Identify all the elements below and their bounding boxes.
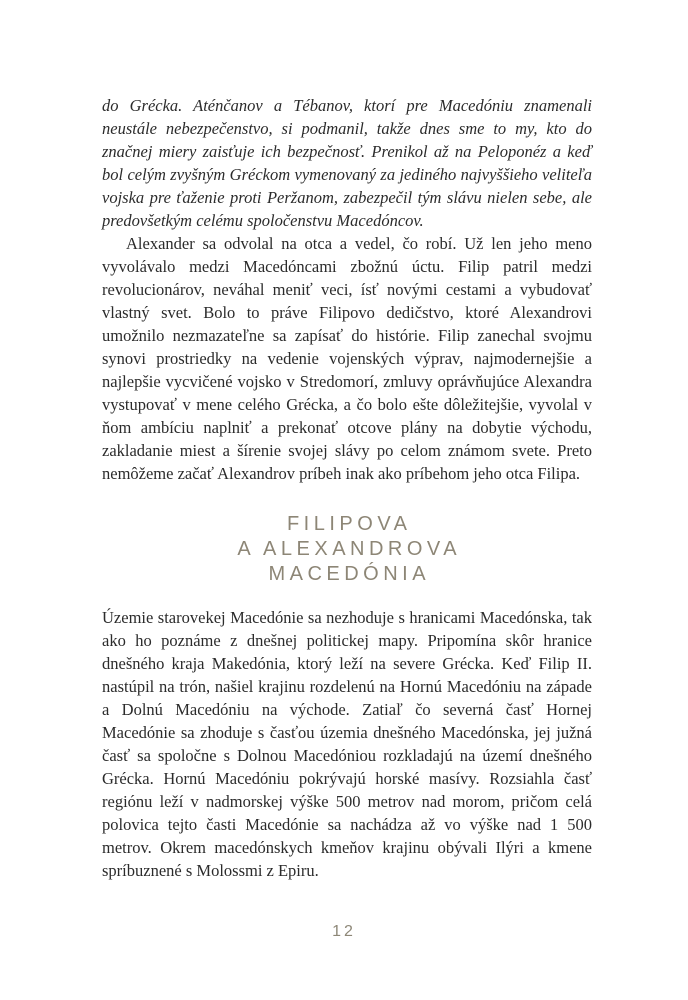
chapter-heading (102, 512, 592, 587)
paragraph-macedonia-territory: Územie starovekej Macedónie sa nezhoduje s hranicami Macedónska, tak ako ho poznáme z dnešnej politickej mapy. Pripomína skôr hranice dnešného kraja Makedónia, ktorý leží na severe Grécka. Keď Filip II. nastúpil na trón, našiel krajinu rozdelenú na Hornú Macedóniu na západe a Dolnú Macedóniu na východe. Zatiaľ čo severná časť Hornej Macedónie sa zhoduje s časťou územia dnešného Macedónska, jej južná časť sa spoločne s Dolnou Macedóniou rozkladajú na území dnešného Grécka. Hornú Macedóniu pokrývajú horské masívy. Rozsiahla časť regiónu leží v nadmorskej výške 500 metrov nad morom, pričom celá polovica tejto časti Macedónie sa nachádza až vo výške nad 1 500 metrov. Okrem macedónskych kmeňov krajinu obývali Ilýri a kmene spríbuznené s Molossmi z Epiru. (102, 608, 592, 880)
text-column (102, 94, 592, 882)
chapter-heading-line-1: FILIPOVA (286, 513, 412, 535)
chapter-heading-line-2: A ALEXANDROVA (237, 538, 462, 560)
page-number: 12 (332, 923, 356, 940)
paragraph-alexander-inheritance: Alexander sa odvolal na otca a vedel, čo robí. Už len jeho meno vyvolávalo medzi Macedóncami zbožnú úctu. Filip patril medzi revolucionárov, neváhal meniť veci, ísť novými cestami a vybudovať vlastný svet. Bolo to práve Filipovo dedičstvo, ktoré Alexandrovi umožnilo nezmazateľne sa zapísať do histórie. Filip zanechal svojmu synovi prostriedky na vedenie vojenských výprav, najmodernejšie a najlepšie vycvičené vojsko v Stredomorí, zmluvy oprávňujúce Alexandra vystupovať v mene celého Grécka, a čo bolo ešte dôležitejšie, vyvolal v ňom ambíciu naplniť a prekonať otcove plány na dobytie východu, zakladanie miest a šírenie svojej slávy po celom známom svete. Preto nemôžeme začať Alexandrov príbeh inak ako príbehom jeho otca Filipa. (102, 234, 592, 483)
chapter-heading-line-3: MACEDÓNIA (268, 563, 431, 585)
paragraph-philip-legacy-continuation: do Grécka. Aténčanov a Tébanov, ktorí pre Macedóniu znamenali neustále nebezpečenstvo, si podmanil, takže dnes sme to my, kto do značnej miery zaisťuje ich bezpečnosť. Prenikol až na Peloponéz a keď bol celým zvyšným Gréckom vymenovaný za jediného najvyššieho veliteľa vojska pre ťaženie proti Peržanom, zabezpečil tým slávu nielen sebe, ale predovšetkým celému spoločenstvu Macedóncov. (102, 96, 592, 230)
